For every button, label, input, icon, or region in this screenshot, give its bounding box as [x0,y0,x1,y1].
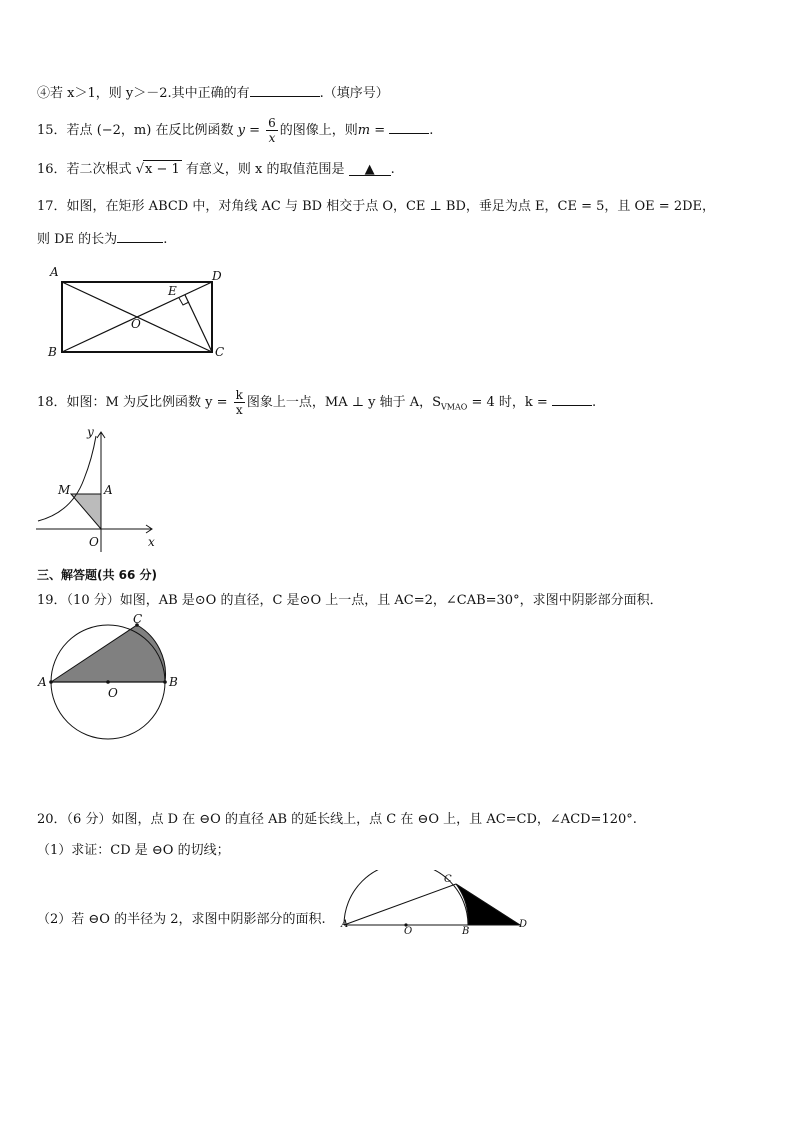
q18-tail: = 4 时，k = [467,395,548,410]
q15-numerator: 6 [268,116,276,130]
q16-mid: 有意义，则 x 的取值范围是 [185,162,345,177]
q15-point: (−2，m) [96,123,152,138]
point-o [106,680,110,684]
answer-blank [349,161,391,176]
question-17-line2 [37,228,167,249]
rectangle-figure [40,262,240,362]
q15-prefix: 15．若点 [37,123,93,138]
q17-line2-tail: . [163,232,168,247]
label-a: A [38,675,47,689]
label-d: D [212,269,222,283]
label-c: C [133,614,143,626]
answer-blank [389,119,429,134]
point-a [49,680,53,684]
q-item4 [37,82,389,103]
label-x: x [148,535,155,549]
label-o: O [89,535,99,549]
sqrt-symbol: √ [135,162,144,177]
q17-line2-prefix: 则 DE 的长为 [37,232,118,247]
q-item4-text: ④若 x＞1，则 y＞－2.其中正确的有 [37,86,250,101]
q18-subscript: VMAO [441,402,468,412]
q15-mid: 在反比例函数 [155,123,234,138]
q18-prefix: 18．如图：M 为反比例函数 y = [37,395,228,410]
question-20-part1: （1）求证：CD 是 ⊖O 的切线； [37,843,230,858]
q-item4-tail: .（填序号） [319,86,389,101]
label-a: A [341,919,349,930]
label-b: B [48,345,57,359]
label-o: O [108,686,118,700]
question-17-line1: 17．如图，在矩形 ABCD 中，对角线 AC 与 BD 相交于点 O，CE ⊥ BD，垂足为点 E，CE = 5，且 OE = 2DE， [37,199,715,214]
q18-end: . [591,395,597,410]
label-c: C [215,345,225,359]
question-18 [37,388,596,417]
label-o: O [131,317,141,331]
segment-ac [344,884,456,925]
question-20: 20．（6 分）如图，点 D 在 ⊖O 的直径 AB 的延长线上，点 C 在 ⊖O 上，且 AC=CD，∠ACD=120°. [37,812,637,827]
q15-tail2: . [429,123,434,138]
label-d: D [519,919,528,930]
q18-numerator: k [235,388,243,402]
question-16 [37,160,395,179]
label-y: y [87,425,94,439]
q15-tail1: 的图像上，则 [279,123,358,138]
q18-fraction [234,388,245,417]
label-o: O [404,926,413,936]
q16-tail: . [390,162,395,177]
answer-blank [250,82,320,97]
q16-prefix: 16．若二次根式 [37,162,132,177]
triangle-mark-icon: ▲ [364,162,375,177]
label-a: A [50,265,59,279]
question-15 [37,116,433,145]
question-19: 19．（10 分）如图，AB 是⊙O 的直径，C 是⊙O 上一点，且 AC=2，∠CAB=30°，求图中阴影部分面积． [37,593,663,608]
segment-ce [185,295,212,352]
label-m: M [58,483,71,497]
section-heading: 三、解答题(共 66 分) [37,568,158,582]
shaded-region [51,625,166,682]
q15-var: m = [357,123,386,138]
label-e: E [168,284,177,298]
hyperbola-figure [34,424,164,554]
q15-func-left: y = [237,123,260,138]
question-20-part2: （2）若 ⊖O 的半径为 2，求图中阴影部分的面积. [37,912,326,927]
shaded-triangle-mao [71,494,101,529]
label-a: A [104,483,113,497]
q16-radicand: x − 1 [144,162,180,177]
circle-figure-19 [34,614,184,744]
label-b: B [169,675,178,689]
q15-denominator: x [268,131,276,145]
q15-fraction [266,116,278,145]
q18-mid: 图象上一点，MA ⊥ y 轴于 A，S [246,395,442,410]
answer-blank [117,228,163,243]
label-c: C [444,874,452,885]
q18-denominator: x [235,403,243,417]
point-b [163,680,167,684]
answer-blank [552,391,592,406]
semicircle-figure-20 [338,870,538,936]
label-b: B [462,926,470,936]
